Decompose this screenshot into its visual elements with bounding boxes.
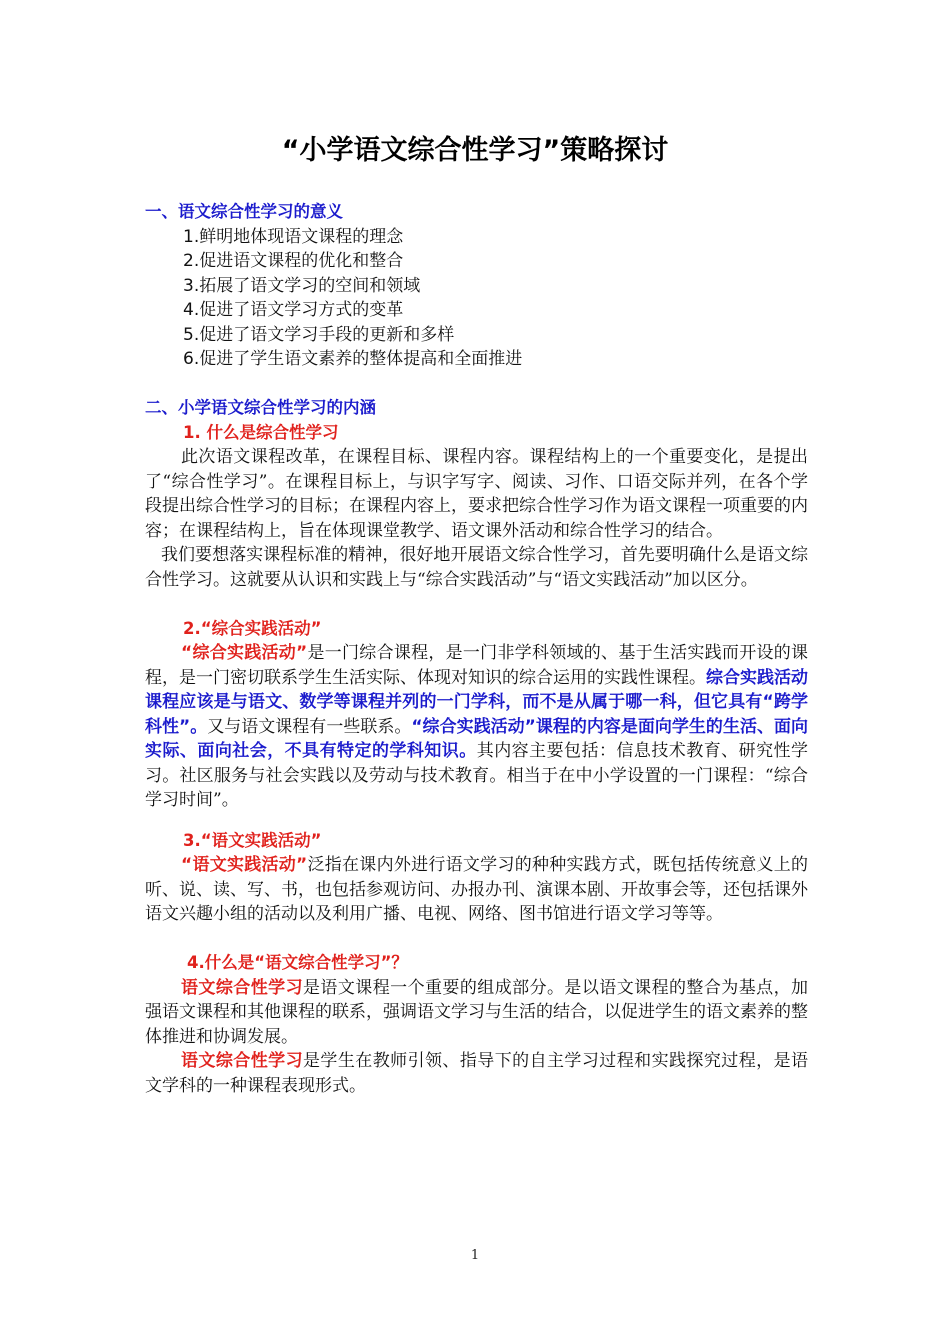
paragraph: 此次语文课程改革，在课程目标、课程内容。课程结构上的一个重要变化，是提出了“综合性学习”。在课程目标上，与识字写字、阅读、习作、口语交际并列，在各个学段提出综合性学习的目标；在课程内容上，要求把综合性学习作为语文课程一项重要的内容；在课程结构上，旨在体现课堂教学、语文课外活动和综合性学习的结合。 [145,447,808,541]
paragraph: “语文实践活动”泛指在课内外进行语文学习的种种实践方式，既包括传统意义上的听、说、读、写、书，也包括参观访问、办报办刊、演课本剧、开故事会等，还包括课外语文兴趣小组的活动以及利用广播、电视、网络、图书馆进行语文学习等等。 [145,855,808,924]
section-heading-1: 一、语文综合性学习的意义 [145,202,343,221]
list-item: 3.拓展了语文学习的空间和领域 [183,275,421,296]
document-body [145,200,808,1098]
term-highlight: “综合实践活动” [181,643,308,663]
term-highlight: “语文实践活动” [181,855,308,875]
paragraph: 语文综合性学习是学生在教师引领、指导下的自主学习过程和实践探究过程，是语文学科的一种课程表现形式。 [145,1051,808,1096]
subheading-4: 4.什么是“语文综合性学习”？ [187,953,408,972]
emphasis-text: 综合实践活动课程应该是与语文、数学等课程并列的一门学科，而不是从属于哪一科，但它具有“跨学科性”。 [145,667,808,737]
list-item: 4.促进了语文学习方式的变革 [183,300,404,320]
list-item: 5.促进了语文学习手段的更新和多样 [183,324,455,345]
subheading-2: 2.“综合实践活动” [183,618,322,638]
emphasis-text: “综合实践活动”课程的内容是面向学生的生活、面向实际、面向社会，不具有特定的学科知识。 [145,716,808,761]
list-item: 6.促进了学生语文素养的整体提高和全面推进 [183,349,523,369]
section-heading-2: 二、小学语文综合性学习的内涵 [145,398,376,417]
list-item: 1.鲜明地体现语文课程的理念 [183,226,404,247]
subheading-1: 1. 什么是综合性学习 [183,422,339,442]
term-highlight: 语文综合性学习 [181,977,303,998]
paragraph: 我们要想落实课程标准的精神，很好地开展语文综合性学习，首先要明确什么是语文综合性学习。这就要从认识和实践上与“综合实践活动”与“语文实践活动”加以区分。 [145,545,808,590]
page-number: 1 [470,1248,480,1263]
term-highlight: 语文综合性学习 [181,1051,303,1071]
list-item: 2.促进语文课程的优化和整合 [183,251,404,271]
subheading-3: 3.“语文实践活动” [183,830,322,850]
paragraph: 语文综合性学习是语文课程一个重要的组成部分。是以语文课程的整合为基点，加强语文课程和其他课程的联系，强调语文学习与生活的结合，以促进学生的语文素养的整体推进和协调发展。 [145,977,808,1047]
paragraph: “综合实践活动”是一门综合课程，是一门非学科领域的、基于生活实践而开设的课程，是一门密切联系学生生活实际、体现对知识的综合运用的实践性课程。综合实践活动课程应该是与语文、数学等课程并列的一门学科，而不是从属于哪一科，但它具有“跨学科性”。又与语文课程有一些联系。“综合实践活动”课程的内容是面向学生的生活、面向实际、面向社会，不具有特定的学科知识。其内容主要包括：信息技术教育、研究性学习。社区服务与社会实践以及劳动与技术教育。相当于在中小学设置的一门课程：“综合学习时间”。 [145,643,809,810]
page-title: “小学语文综合性学习”策略探讨 [281,135,669,166]
